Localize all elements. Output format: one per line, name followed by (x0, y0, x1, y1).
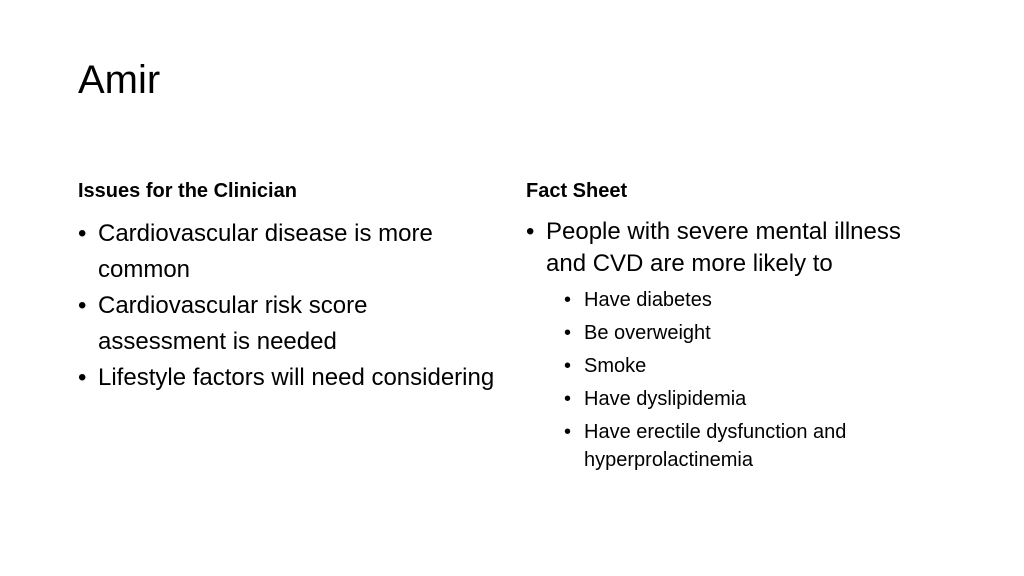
sub-bullet-item: • Smoke (564, 352, 946, 380)
bullet-item: • Lifestyle factors will need considering (78, 360, 498, 396)
sub-bullet-item: • Be overweight (564, 319, 946, 347)
left-bullet-list (78, 216, 498, 396)
bullet-item: • Cardiovascular disease is more common (78, 216, 498, 288)
right-bullet-list (526, 216, 946, 280)
sub-bullet-item: • Have dyslipidemia (564, 385, 946, 413)
slide-title: Amir (78, 58, 161, 102)
left-column (78, 178, 498, 396)
right-column-heading: Fact Sheet (526, 180, 628, 202)
bullet-text: People with severe mental illness and CVD are more likely to (546, 218, 901, 277)
sub-bullet-item: • Have erectile dysfunction and hyperprolactinemia (564, 418, 946, 474)
sub-bullet-list (526, 286, 946, 474)
bullet-item (526, 216, 946, 280)
right-column (526, 178, 946, 479)
sub-bullet-item: • Have diabetes (564, 286, 946, 314)
left-column-heading: Issues for the Clinician (78, 180, 297, 202)
bullet-item: • Cardiovascular risk score assessment is needed (78, 288, 498, 360)
